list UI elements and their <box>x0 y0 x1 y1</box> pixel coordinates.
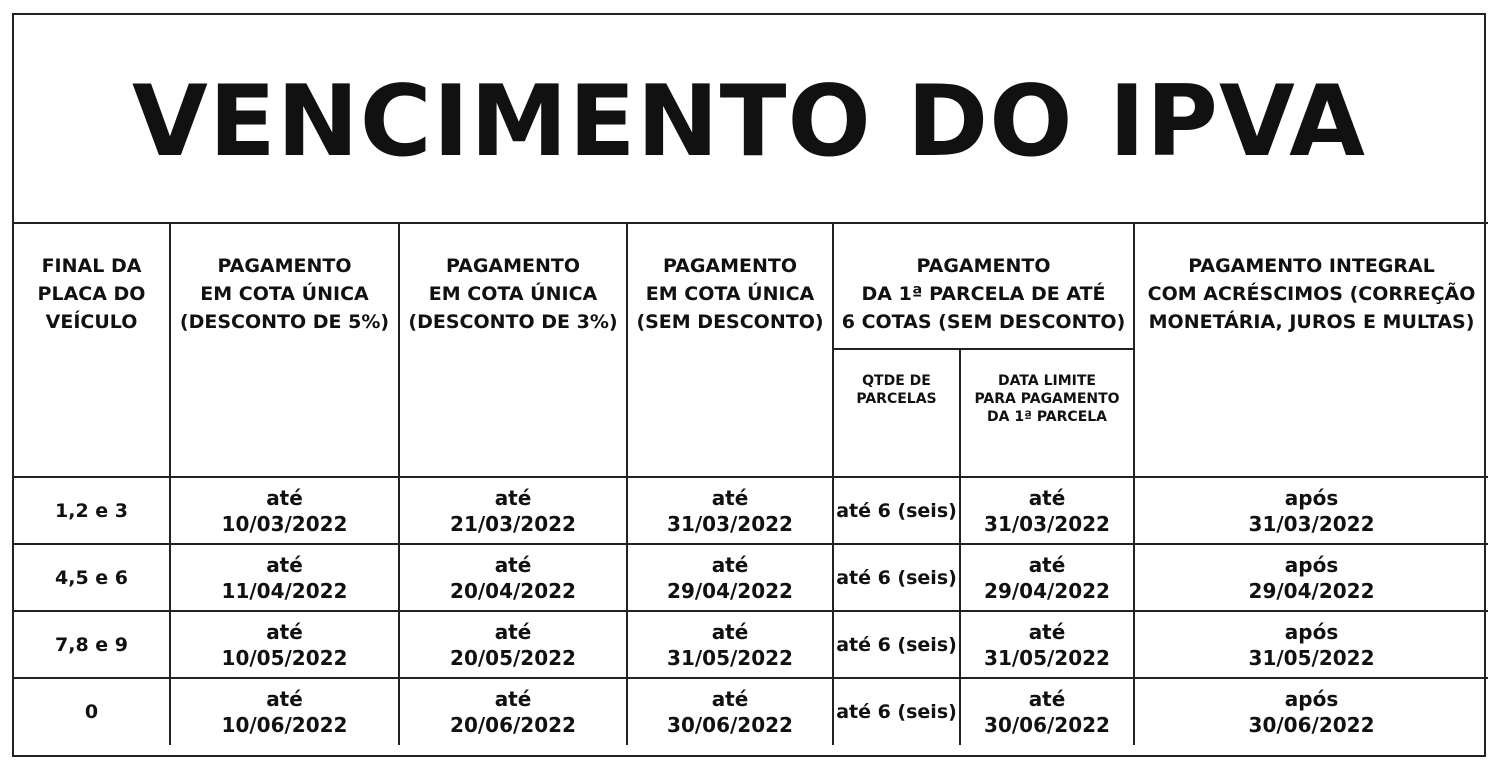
cell-final: 4,5 e 6 <box>14 544 170 611</box>
cell-data-limite: até 31/03/2022 <box>960 477 1134 544</box>
cell-cota-3: até 21/03/2022 <box>399 477 627 544</box>
cell-cota-5: até 10/05/2022 <box>170 611 399 678</box>
cell-integral: após 29/04/2022 <box>1134 544 1488 611</box>
cell-qtde: até 6 (seis) <box>833 477 960 544</box>
header-qtde-parcelas: QTDE DE PARCELAS <box>833 349 960 477</box>
cell-cota-5: até 10/06/2022 <box>170 678 399 745</box>
ipva-schedule-frame <box>12 13 1486 757</box>
cell-cota-3: até 20/05/2022 <box>399 611 627 678</box>
cell-cota-sem: até 30/06/2022 <box>627 678 833 745</box>
cell-cota-3: até 20/04/2022 <box>399 544 627 611</box>
cell-integral: após 31/05/2022 <box>1134 611 1488 678</box>
header-data-limite: DATA LIMITE PARA PAGAMENTO DA 1ª PARCELA <box>960 349 1134 477</box>
cell-cota-sem: até 29/04/2022 <box>627 544 833 611</box>
cell-final: 0 <box>14 678 170 745</box>
cell-data-limite: até 31/05/2022 <box>960 611 1134 678</box>
table-row <box>14 477 1488 544</box>
cell-data-limite: até 29/04/2022 <box>960 544 1134 611</box>
cell-cota-5: até 10/03/2022 <box>170 477 399 544</box>
page-title: VENCIMENTO DO IPVA <box>131 64 1367 179</box>
header-integral: PAGAMENTO INTEGRAL COM ACRÉSCIMOS (CORREÇÃO MONETÁRIA, JUROS E MULTAS) <box>1134 223 1488 477</box>
cell-qtde: até 6 (seis) <box>833 611 960 678</box>
header-parcela-group: PAGAMENTO DA 1ª PARCELA DE ATÉ 6 COTAS (SEM DESCONTO) <box>833 223 1134 349</box>
cell-qtde: até 6 (seis) <box>833 544 960 611</box>
cell-data-limite: até 30/06/2022 <box>960 678 1134 745</box>
cell-cota-sem: até 31/03/2022 <box>627 477 833 544</box>
table-row <box>14 611 1488 678</box>
cell-final: 7,8 e 9 <box>14 611 170 678</box>
header-final-placa: FINAL DA PLACA DO VEÍCULO <box>14 223 170 477</box>
cell-qtde: até 6 (seis) <box>833 678 960 745</box>
header-row <box>14 223 1488 349</box>
header-cota-3: PAGAMENTO EM COTA ÚNICA (DESCONTO DE 3%) <box>399 223 627 477</box>
cell-cota-3: até 20/06/2022 <box>399 678 627 745</box>
cell-final: 1,2 e 3 <box>14 477 170 544</box>
header-cota-sem: PAGAMENTO EM COTA ÚNICA (SEM DESCONTO) <box>627 223 833 477</box>
title-box <box>14 15 1484 224</box>
table-row <box>14 544 1488 611</box>
cell-cota-5: até 11/04/2022 <box>170 544 399 611</box>
cell-integral: após 30/06/2022 <box>1134 678 1488 745</box>
cell-integral: após 31/03/2022 <box>1134 477 1488 544</box>
ipva-table <box>14 222 1488 745</box>
table-row <box>14 678 1488 745</box>
cell-cota-sem: até 31/05/2022 <box>627 611 833 678</box>
header-cota-5: PAGAMENTO EM COTA ÚNICA (DESCONTO DE 5%) <box>170 223 399 477</box>
